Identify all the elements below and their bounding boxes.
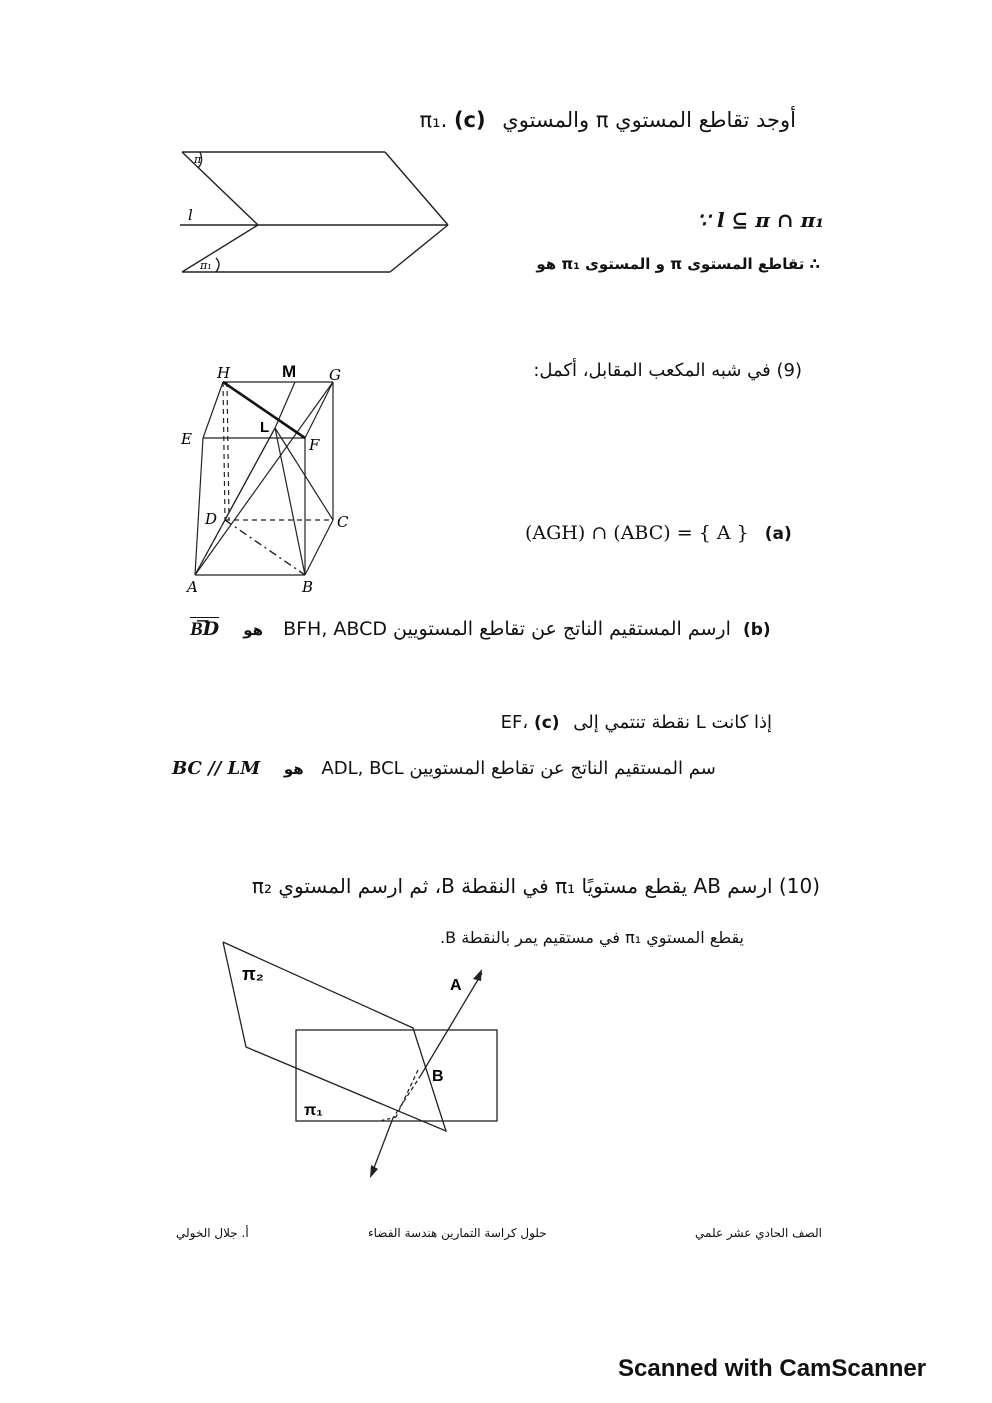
figure-planes-line — [210, 935, 530, 1185]
line-AB-lower — [372, 1118, 393, 1173]
question-10-line1: (10) ارسم AB يقطع مستويًا π₁ في النقطة B، ثم ارسم المستوي π₂ — [251, 874, 820, 898]
q9-c2-word: هو — [283, 760, 304, 778]
line-DB-dashdot — [225, 520, 305, 575]
figure-two-planes — [170, 140, 470, 290]
edge-BC — [305, 520, 333, 575]
point-M: M — [282, 362, 297, 381]
q9-part-a-label: (a) — [764, 524, 792, 544]
q9-part-c2 — [172, 758, 716, 779]
vertex-C: C — [337, 513, 349, 531]
upper-plane-right-edge — [385, 152, 448, 225]
edge-EH — [203, 382, 223, 438]
q9-part-a — [525, 522, 792, 544]
arrow-head-up — [473, 969, 482, 981]
lower-plane-left-edge — [182, 225, 258, 272]
vertex-A: A — [187, 578, 198, 596]
line-LC — [275, 428, 333, 520]
figure-cuboid — [175, 360, 375, 596]
label-l: l — [188, 206, 193, 224]
edge-HD-hidden — [223, 382, 225, 520]
arrow-head-down — [370, 1165, 378, 1178]
plane-pi1 — [296, 1030, 497, 1121]
angle-arc-bottom — [216, 258, 219, 272]
label-B: B — [432, 1068, 444, 1085]
therefore-line: ∴ تقاطع المستوى π و المستوى π₁ هو — [536, 255, 820, 273]
line-LB — [275, 428, 305, 575]
q9-c-text: إذا كانت L نقطة تنتمي إلى EF، — [500, 712, 772, 733]
q9-c2-text: سم المستقيم الناتج عن تقاطع المستويين ADL, BCL — [321, 758, 716, 779]
q9-part-b — [190, 618, 771, 641]
question-9-title: (9) في شبه المكعب المقابل، أكمل: — [533, 360, 802, 381]
label-pi2: π₂ — [242, 964, 264, 984]
q9-b-text: ارسم المستقيم الناتج عن تقاطع المستويين BFH, ABCD — [283, 618, 731, 640]
q9-part-a-text: (AGH) ∩ (ABC) = { A } — [525, 522, 749, 544]
edge-EA — [195, 438, 203, 575]
vertex-E: E — [181, 430, 192, 448]
line-AB-hidden — [393, 1075, 421, 1118]
label-pi1: π₁ — [304, 1102, 323, 1119]
q9-b-word: هو — [243, 621, 264, 639]
camscanner-watermark: Scanned with CamScanner — [618, 1355, 927, 1382]
lower-plane-right-edge — [390, 225, 448, 272]
q9-c2-answer: BC // LM — [172, 758, 261, 779]
label-A: A — [450, 977, 462, 994]
vertex-B: B — [302, 578, 314, 596]
because-line: ∵ l ⊆ π ∩ π₁ — [697, 208, 824, 232]
q9-part-c — [501, 712, 772, 733]
vertex-D: D — [205, 510, 218, 528]
edge-HD-hidden-2 — [227, 382, 229, 520]
vertex-F: F — [309, 436, 320, 454]
label-pi1: π₁ — [200, 259, 212, 272]
vertex-G: G — [329, 366, 341, 384]
question-c-text: أوجد تقاطع المستوي π والمستوي π₁. — [419, 108, 796, 132]
question-c-title — [420, 108, 796, 132]
vertex-H: H — [217, 364, 231, 382]
intersection-line — [396, 1070, 418, 1117]
question-c-label: (c) — [453, 108, 486, 132]
q9-b-answer: B͞D — [190, 618, 220, 640]
label-pi: π — [194, 153, 202, 166]
footer-center: حلول كراسة التمارين هندسة الفضاء — [368, 1226, 547, 1240]
footer-right: الصف الحادي عشر علمي — [695, 1226, 822, 1240]
footer-left: أ. جلال الخولي — [176, 1226, 249, 1240]
q9-c-label: (c) — [533, 713, 560, 733]
point-L: L — [260, 419, 270, 436]
question-10-line2: يقطع المستوي π₁ في مستقيم يمر بالنقطة B. — [440, 928, 744, 947]
q9-b-label: (b) — [742, 620, 771, 640]
edge-FG — [305, 382, 333, 438]
